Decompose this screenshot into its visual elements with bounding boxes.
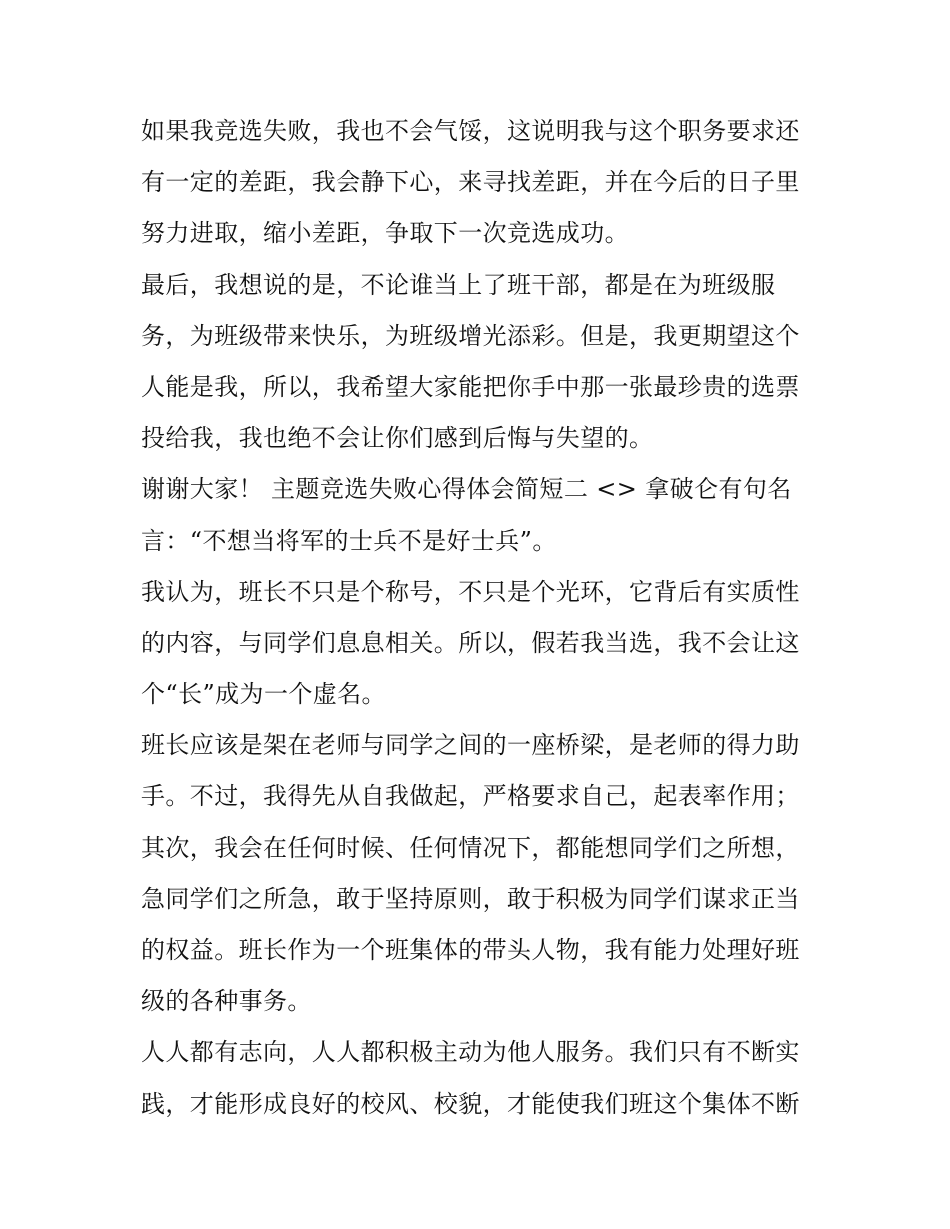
text-line: 的内容，与同学们息息相关。所以，假若我当选，我不会让这 — [141, 628, 800, 657]
text-line: 我认为，班长不只是个称号，不只是个光环，它背后有实质性 — [141, 577, 800, 606]
text-line: 其次，我会在任何时候、任何情况下，都能想同学们之所想， — [141, 833, 800, 862]
text-line: 手。不过，我得先从自我做起，严格要求自己，起表率作用； — [141, 782, 800, 811]
text-line: 如果我竞选失败，我也不会气馁，这说明我与这个职务要求还 — [141, 117, 800, 145]
document-body — [141, 106, 813, 1130]
text-line: 谢谢大家！ 主题竞选失败心得体会简短二 <> 拿破仑有句名 — [141, 475, 792, 504]
text-line: 班长应该是架在老师与同学之间的一座桥梁，是老师的得力助 — [141, 731, 800, 760]
text-line: 的权益。班长作为一个班集体的带头人物，我有能力处理好班 — [141, 936, 800, 964]
text-line: 急同学们之所急，敢于坚持原则，敢于积极为同学们谋求正当 — [141, 884, 800, 913]
text-line: 最后，我想说的是，不论谁当上了班干部，都是在为班级服 — [141, 270, 776, 299]
text-line: 务，为班级带来快乐，为班级增光添彩。但是，我更期望这个 — [141, 321, 800, 350]
text-line: 言：“不想当将军的士兵不是好士兵”。 — [141, 526, 557, 555]
text-line: 努力进取，缩小差距，争取下一次竞选成功。 — [141, 219, 629, 248]
text-line: 人人都有志向，人人都积极主动为他人服务。我们只有不断实 — [141, 1038, 800, 1067]
text-line: 投给我，我也绝不会让你们感到后悔与失望的。 — [141, 424, 654, 453]
text-line: 个“长”成为一个虚名。 — [141, 680, 386, 709]
text-line: 有一定的差距，我会静下心，来寻找差距，并在今后的日子里 — [141, 168, 800, 197]
text-line: 人能是我，所以，我希望大家能把你手中那一张最珍贵的选票 — [141, 372, 800, 401]
text-line: 级的各种事务。 — [141, 987, 312, 1016]
text-line: 践，才能形成良好的校风、校貌，才能使我们班这个集体不断 — [141, 1089, 800, 1118]
